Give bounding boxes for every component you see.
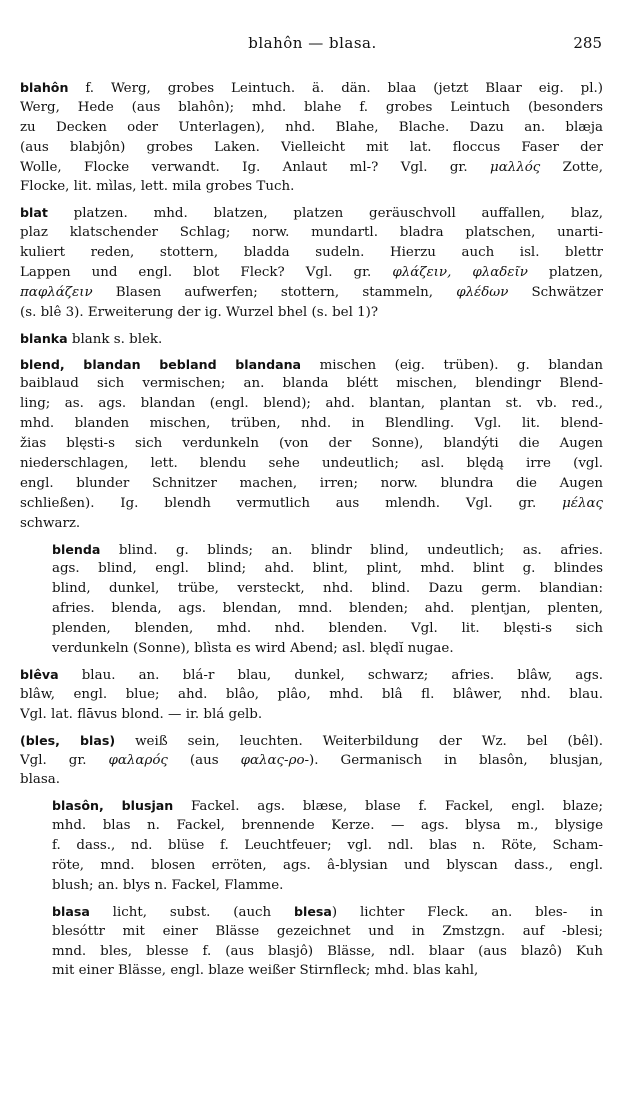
entry-text: f. dass., nd. blüse f. Leuchtfeuer; vgl. ndl. blas n. Röte, Scham- <box>52 838 603 854</box>
text-line <box>20 243 603 263</box>
text-line <box>52 619 603 639</box>
entry-text: verdunkeln (Sonne), blìsta es wird Abend; asl. blędĭ nugae. <box>52 641 454 657</box>
text-line <box>20 514 603 534</box>
headword: blend, blandan bebland blandana <box>20 356 302 372</box>
text-line <box>20 283 603 303</box>
dictionary-body <box>20 78 603 987</box>
headword: blahôn <box>20 80 69 95</box>
text-line <box>20 751 603 771</box>
entry-text: Wolle, Flocke verwandt. Ig. Anlaut ml-? Vgl. gr. <box>20 159 491 175</box>
entry-text: Lappen und engl. blot Fleck? Vgl. gr. <box>20 265 393 281</box>
entry-text: Vgl. lat. flāvus blond. — ir. blá gelb. <box>20 706 263 722</box>
headword: blesa <box>294 903 332 919</box>
entry-text: baiblaud sich vermischen; an. blanda blétt mischen, blendingr Blend- <box>20 376 603 392</box>
text-line <box>20 263 603 283</box>
text-line <box>20 78 603 98</box>
entry-text: ling; as. ags. blandan (engl. blend); ahd. blantan, plantan st. vb. red., <box>20 396 603 412</box>
entry-blend <box>20 355 603 534</box>
text-line <box>20 303 603 323</box>
greek-term: φλέδων <box>456 284 509 300</box>
text-line <box>20 329 603 349</box>
entry-text: weiß sein, leuchten. Weiterbildung der Wz. bel (bêl). <box>115 733 603 749</box>
entry-text: platzen, <box>527 265 603 281</box>
entry-text: licht, subst. (auch <box>89 904 295 920</box>
text-line <box>20 454 603 474</box>
entry-text: žias blęsti-s sich verdunkeln (von der Sonne), blandýti die Augen <box>20 436 603 452</box>
entry-text: mnd. bles, blesse f. (aus blasjô) Blässe, ndl. blaar (aus blazô) Kuh <box>52 943 603 959</box>
entry-text: blind. g. blinds; an. blindr blind, undeutlich; as. afries. <box>100 542 603 558</box>
entry-text: blâw, engl. blue; ahd. blâo, plâo, mhd. blâ fl. blâwer, nhd. blau. <box>20 686 603 702</box>
text-line <box>20 177 603 197</box>
entry-blanka <box>20 329 603 349</box>
text-line <box>52 942 603 962</box>
text-line <box>20 394 603 414</box>
entry-text: engl. blunder Schnitzer machen, irren; norw. blundra die Augen <box>20 475 603 491</box>
entry-text: schwarz. <box>20 515 81 531</box>
text-line <box>20 355 603 375</box>
entry-text: kuliert reden, stottern, bladda sudeln. Hierzu auch isl. blettr <box>20 245 603 261</box>
page-header <box>0 34 625 54</box>
text-line <box>20 434 603 454</box>
entry-blasa <box>52 902 603 982</box>
text-line <box>20 685 603 705</box>
greek-term: φλάζειν, φλαδεῖν <box>392 265 528 281</box>
text-line <box>20 223 603 243</box>
entry-text: plenden, blenden, mhd. nhd. blenden. Vgl. lit. blęsti-s sich <box>52 621 603 637</box>
entry-text: Vgl. gr. <box>20 752 109 768</box>
entry-text: (aus blabjôn) grobes Laken. Vielleicht mit lat. floccus Faser der <box>20 139 603 155</box>
text-line <box>20 414 603 434</box>
greek-term: παφλάζειν <box>20 284 93 300</box>
entry-text: plaz klatschender Schlag; norw. mundartl. bladra platschen, unarti- <box>20 225 603 241</box>
text-line <box>20 138 603 158</box>
entry-text: mhd. blanden mischen, trüben, nhd. in Blendling. Vgl. lit. blend- <box>20 416 603 432</box>
headword: blenda <box>52 541 101 557</box>
text-line <box>52 816 603 836</box>
entry-text: Blasen aufwerfen; stottern, stammeln, <box>92 284 457 300</box>
entry-text: blasa. <box>20 772 60 788</box>
text-line <box>20 474 603 494</box>
entry-blahon <box>20 78 603 197</box>
text-line <box>52 540 603 560</box>
text-line <box>52 836 603 856</box>
page-number: 285 <box>573 34 602 52</box>
entry-text: ags. blind, engl. blind; ahd. blint, plint, mhd. blint g. blindes <box>52 561 603 577</box>
greek-term: φαλας-ρο- <box>240 752 310 768</box>
entry-text: Schwätzer <box>508 284 603 300</box>
entry-text: ) lichter Fleck. an. bles- in <box>331 904 603 920</box>
entry-blason <box>52 796 603 895</box>
entry-bles <box>20 731 603 791</box>
text-line <box>20 731 603 751</box>
text-line <box>20 118 603 138</box>
running-head: blahôn — blasa. <box>248 34 377 52</box>
text-line <box>52 559 603 579</box>
entry-text: blind, dunkel, trübe, versteckt, nhd. blind. Dazu germ. blandian: <box>52 581 603 597</box>
text-line <box>20 203 603 223</box>
entry-text: röte, mnd. blosen erröten, ags. â-blysian und blyscan dass., engl. <box>52 857 603 873</box>
text-line <box>52 639 603 659</box>
text-line <box>52 579 603 599</box>
entry-text: mit einer Blässe, engl. blaze weißer Stirnfleck; mhd. blas kahl, <box>52 963 479 979</box>
entry-blenda <box>52 540 603 659</box>
entry-text: (aus <box>167 752 241 768</box>
entry-text: mischen (eig. trüben). g. blandan <box>301 357 603 373</box>
text-line <box>52 922 603 942</box>
text-line <box>52 876 603 896</box>
entry-text: (s. blê 3). Erweiterung der ig. Wurzel bhel (s. bel 1)? <box>20 304 379 320</box>
text-line <box>52 599 603 619</box>
entry-text: platzen. mhd. blatzen, platzen geräuschvoll auffallen, blaz, <box>47 206 603 222</box>
headword: blanka <box>20 330 68 346</box>
greek-term: μαλλός <box>490 159 541 175</box>
entry-text: f. Werg, grobes Leintuch. ä. dän. blaa (jetzt Blaar eig. pl.) <box>68 81 603 96</box>
text-line <box>52 796 603 816</box>
entry-bleva <box>20 665 603 725</box>
entry-text: mhd. blas n. Fackel, brennende Kerze. — ags. blysa m., blysige <box>52 818 603 834</box>
entry-text: blush; an. blys n. Fackel, Flamme. <box>52 877 284 893</box>
text-line <box>52 961 603 981</box>
entry-text: blau. an. blá-r blau, dunkel, schwarz; afries. blâw, ags. <box>58 667 603 683</box>
headword: blat <box>20 205 48 221</box>
entry-text: afries. blenda, ags. blendan, mnd. blenden; ahd. plentjan, plenten, <box>52 601 603 617</box>
entry-blat <box>20 203 603 322</box>
entry-text: niederschlagen, lett. blendu sehe undeutlich; asl. blędą irre (vgl. <box>20 456 603 472</box>
entry-text: Zotte, <box>540 159 603 175</box>
text-line <box>20 158 603 178</box>
text-line <box>20 705 603 725</box>
entry-text: Werg, Hede (aus blahôn); mhd. blahe f. grobes Leintuch (besonders <box>20 99 603 115</box>
entry-text: blesóttr mit einer Blässe gezeichnet und in Zmstzgn. auf -blesi; <box>52 923 603 939</box>
entry-text: blank s. blek. <box>67 331 163 347</box>
greek-term: μέλας <box>562 495 603 511</box>
headword: blasa <box>52 903 90 919</box>
entry-text: schließen). Ig. blendh vermutlich aus mlendh. Vgl. gr. <box>20 495 563 511</box>
text-line <box>20 770 603 790</box>
headword: blêva <box>20 666 59 682</box>
entry-text: ). Germanisch in blasôn, blusjan, <box>309 752 603 768</box>
headword: (bles, blas) <box>20 732 116 748</box>
text-line <box>52 902 603 922</box>
text-line <box>20 494 603 514</box>
entry-text: Flocke, lit. mìlas, lett. mila grobes Tuch. <box>20 179 295 195</box>
greek-term: φαλαρός <box>108 752 168 768</box>
entry-text: Fackel. ags. blæse, blase f. Fackel, engl. blaze; <box>173 799 603 815</box>
text-line <box>20 665 603 685</box>
text-line <box>20 98 603 118</box>
text-line <box>52 856 603 876</box>
text-line <box>20 374 603 394</box>
headword: blasôn, blusjan <box>52 798 174 814</box>
entry-text: zu Decken oder Unterlagen), nhd. Blahe, Blache. Dazu an. blæja <box>20 119 603 135</box>
